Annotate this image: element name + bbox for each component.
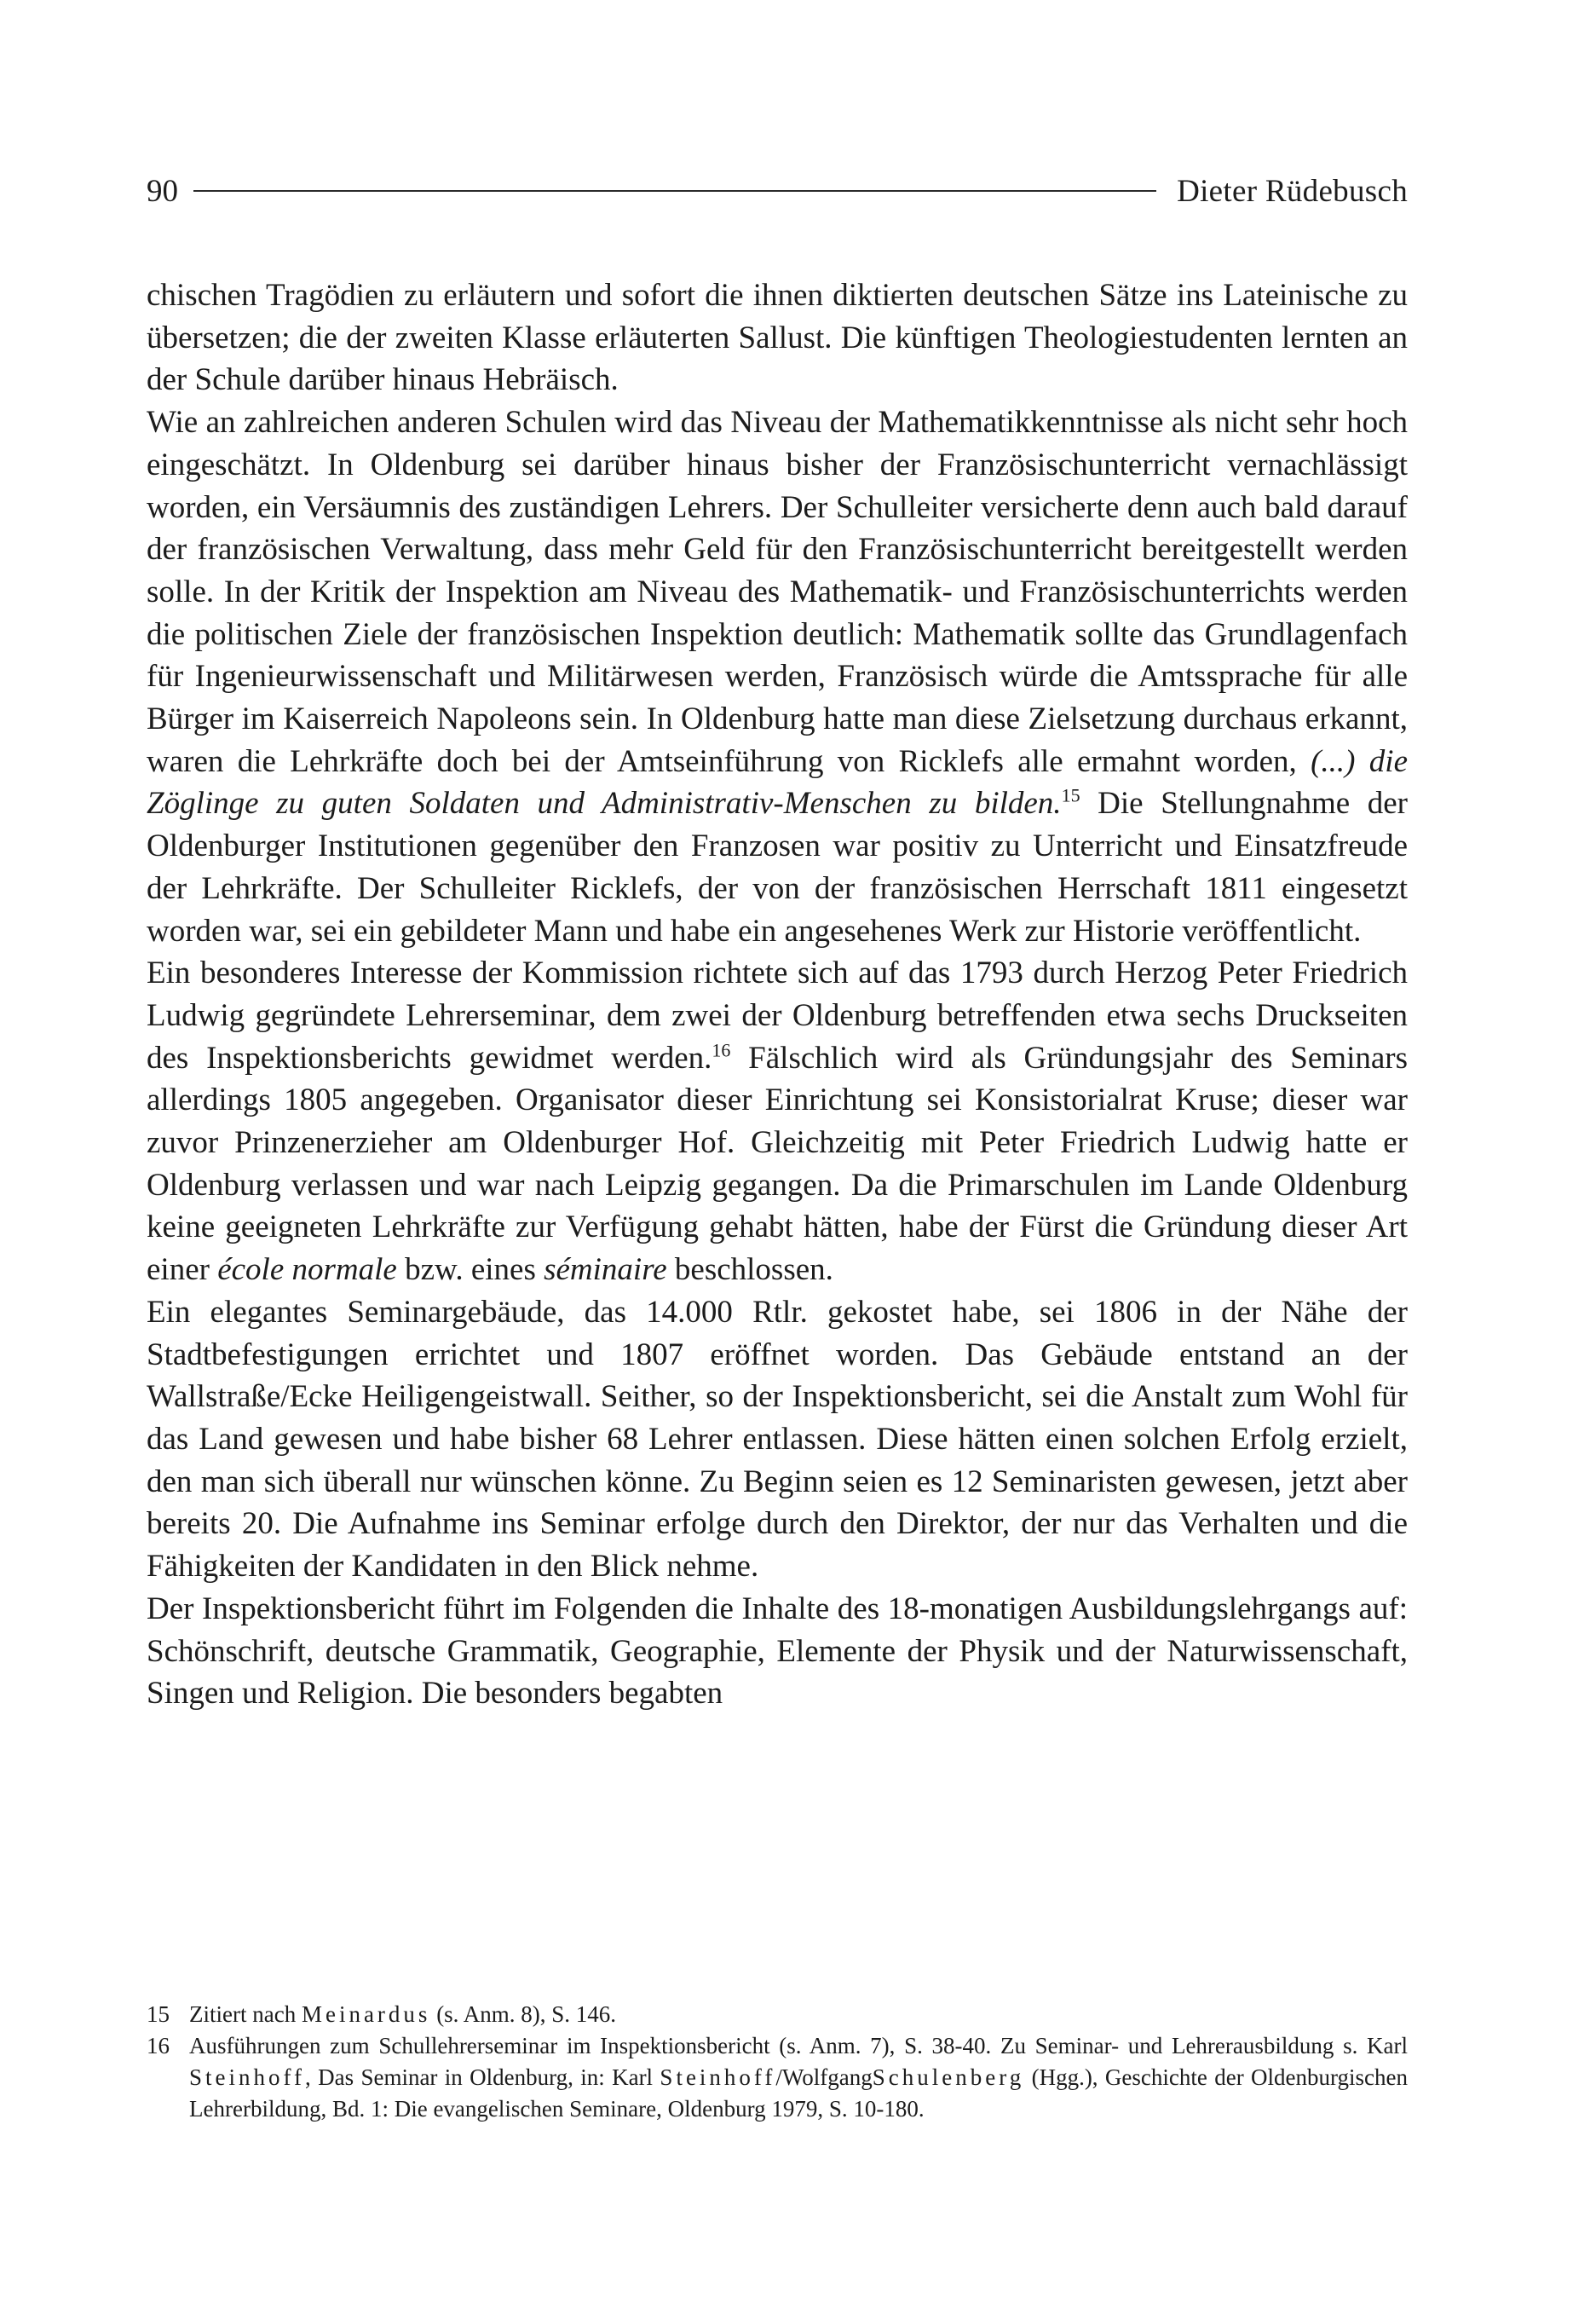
paragraph-3-text-b: Fälschlich wird als Gründungsjahr des Seminars allerdings 1805 angegeben. Organisator dieser Einrichtung sei Konsistorialrat Kruse; dieser war zuvor Prinzenerzieher am Oldenburger Hof. Gleichzeitig mit Peter Friedrich Ludwig hatte er Oldenburg verlassen und war nach Leipzig gegangen. Da die Primarschulen im Lande Oldenburg keine geeigneten Lehrkräfte zur Verfügung gehabt hätten, habe der Fürst die Gründung dieser Art einer (147, 1040, 1409, 1288)
paragraph-3 (147, 952, 1408, 1291)
running-head-author: Dieter Rüdebusch (1177, 173, 1408, 209)
paragraph-2 (147, 401, 1408, 952)
term-ecole-normale: école normale (217, 1252, 397, 1288)
paragraph-3-text-c: bzw. eines (405, 1252, 536, 1288)
footnote-text (189, 2030, 1408, 2125)
footnote-ref-16[interactable]: 16 (712, 1039, 731, 1061)
footnote-16 (147, 2030, 1408, 2125)
author-name: Steinhoff (189, 2064, 305, 2090)
footnotes (147, 1999, 1408, 2125)
author-name: Meinardus (301, 2001, 431, 2027)
footnote-number: 15 (147, 2001, 170, 2027)
paragraph-1 (147, 274, 1408, 401)
footnote-16-text-b: , Das Seminar in Oldenburg, in: Karl (305, 2064, 654, 2090)
footnote-number: 16 (147, 2033, 170, 2058)
footnote-16-text-c: /Wolfgang (775, 2064, 873, 2090)
footnote-ref-15[interactable]: 15 (1061, 785, 1080, 807)
footnote-15-text-b: (s. Anm. 8), S. 146. (436, 2001, 616, 2027)
quote-italic: (...) die Zöglinge zu guten Soldaten und Administrativ-Menschen zu bilden. (147, 743, 1408, 822)
paragraph-2-text-a: Wie an zahlreichen anderen Schulen wird das Niveau der Mathematikkenntnisse als nicht sehr hoch eingeschätzt. In Oldenburg sei darüber hinaus bisher der Französischunterricht vernachlässigt worden, ein Versäumnis des zuständigen Lehrers. Der Schulleiter versicherte denn auch bald darauf der französischen Verwaltung, dass mehr Geld für den Französischunterricht bereitgestellt werden solle. In der Kritik der Inspektion am Niveau des Mathematik- und Französischunterrichts werden die politischen Ziele der französischen Inspektion deutlich: Mathematik sollte das Grundlagenfach für Ingenieurwissenschaft und Militärwesen werden, Französisch würde die Amtssprache für alle Bürger im Kaiserreich Napoleons sein. In Oldenburg hatte man diese Zielsetzung durchaus erkannt, waren die Lehrkräfte doch bei der Amtseinführung von Ricklefs alle ermahnt worden, (147, 405, 1408, 779)
header-rule (193, 190, 1156, 192)
paragraph-5 (147, 1588, 1408, 1715)
paragraph-1-text: chischen Tragödien zu erläutern und sofort die ihnen diktierten deutschen Sätze ins Lateinische zu übersetzen; die der zweiten Klasse erläuterten Sallust. Die künftigen Theologiestudenten lernten an der Schule darüber hinaus Hebräisch. (147, 278, 1408, 398)
author-name: Schulenberg (872, 2064, 1025, 2090)
paragraph-3-text-a: Ein besonderes Interesse der Kommission richtete sich auf das 1793 durch Herzog Peter Friedrich Ludwig gegründete Lehrerseminar, dem zwei der Oldenburg betreffenden etwa sechs Druckseiten des Inspektionsberichts gewidmet werden. (147, 956, 1408, 1076)
footnote-15-text-a: Zitiert nach (189, 2001, 297, 2027)
author-name: Steinhoff (660, 2064, 776, 2090)
page-header (147, 167, 1408, 215)
paragraph-5-text: Der Inspektionsbericht führt im Folgenden die Inhalte des 18-monatigen Ausbildungslehrgangs auf: Schönschrift, deutsche Grammatik, Geographie, Elemente der Physik und der Naturwissenschaft, Singen und Religion. Die besonders begabten (147, 1591, 1408, 1712)
paragraph-2-text-b: Die Stellungnahme der Oldenburger Institutionen gegenüber den Franzosen war positiv zu Unterricht und Einsatzfreude der Lehrkräfte. Der Schulleiter Ricklefs, der von der französischen Herrschaft 1811 eingesetzt worden war, sei ein gebildeter Mann und habe ein angesehenes Werk zur Historie veröffentlicht. (147, 786, 1409, 949)
main-text (147, 274, 1408, 1715)
footnote-16-text-d: (Hgg.), Geschichte der Oldenburgischen Lehrerbildung, Bd. 1: Die evangelischen Seminare, Oldenburg 1979, S. 10-180. (189, 2064, 1409, 2122)
footnote-text (189, 1999, 1408, 2030)
paragraph-3-text-d: beschlossen. (674, 1252, 833, 1288)
term-seminaire: séminaire (544, 1252, 667, 1288)
paragraph-4 (147, 1291, 1408, 1588)
footnote-16-text-a: Ausführungen zum Schullehrerseminar im Inspektionsbericht (s. Anm. 7), S. 38-40. Zu Seminar- und Lehrerausbildung s. Karl (189, 2033, 1408, 2058)
footnote-15 (147, 1999, 1408, 2030)
page-number: 90 (147, 173, 178, 209)
paragraph-4-text: Ein elegantes Seminargebäude, das 14.000 Rtlr. gekostet habe, sei 1806 in der Nähe der Stadtbefestigungen errichtet und 1807 eröffnet worden. Das Gebäude entstand an der Wallstraße/Ecke Heiligengeistwall. Seither, so der Inspektionsbericht, sei die Anstalt zum Wohl für das Land gewesen und habe bisher 68 Lehrer entlassen. Diese hätten einen solchen Erfolg erzielt, den man sich überall nur wünschen könne. Zu Beginn seien es 12 Seminaristen gewesen, jetzt aber bereits 20. Die Aufnahme ins Seminar erfolge durch den Direktor, der nur das Verhalten und die Fähigkeiten der Kandidaten in den Blick nehme. (147, 1294, 1408, 1585)
